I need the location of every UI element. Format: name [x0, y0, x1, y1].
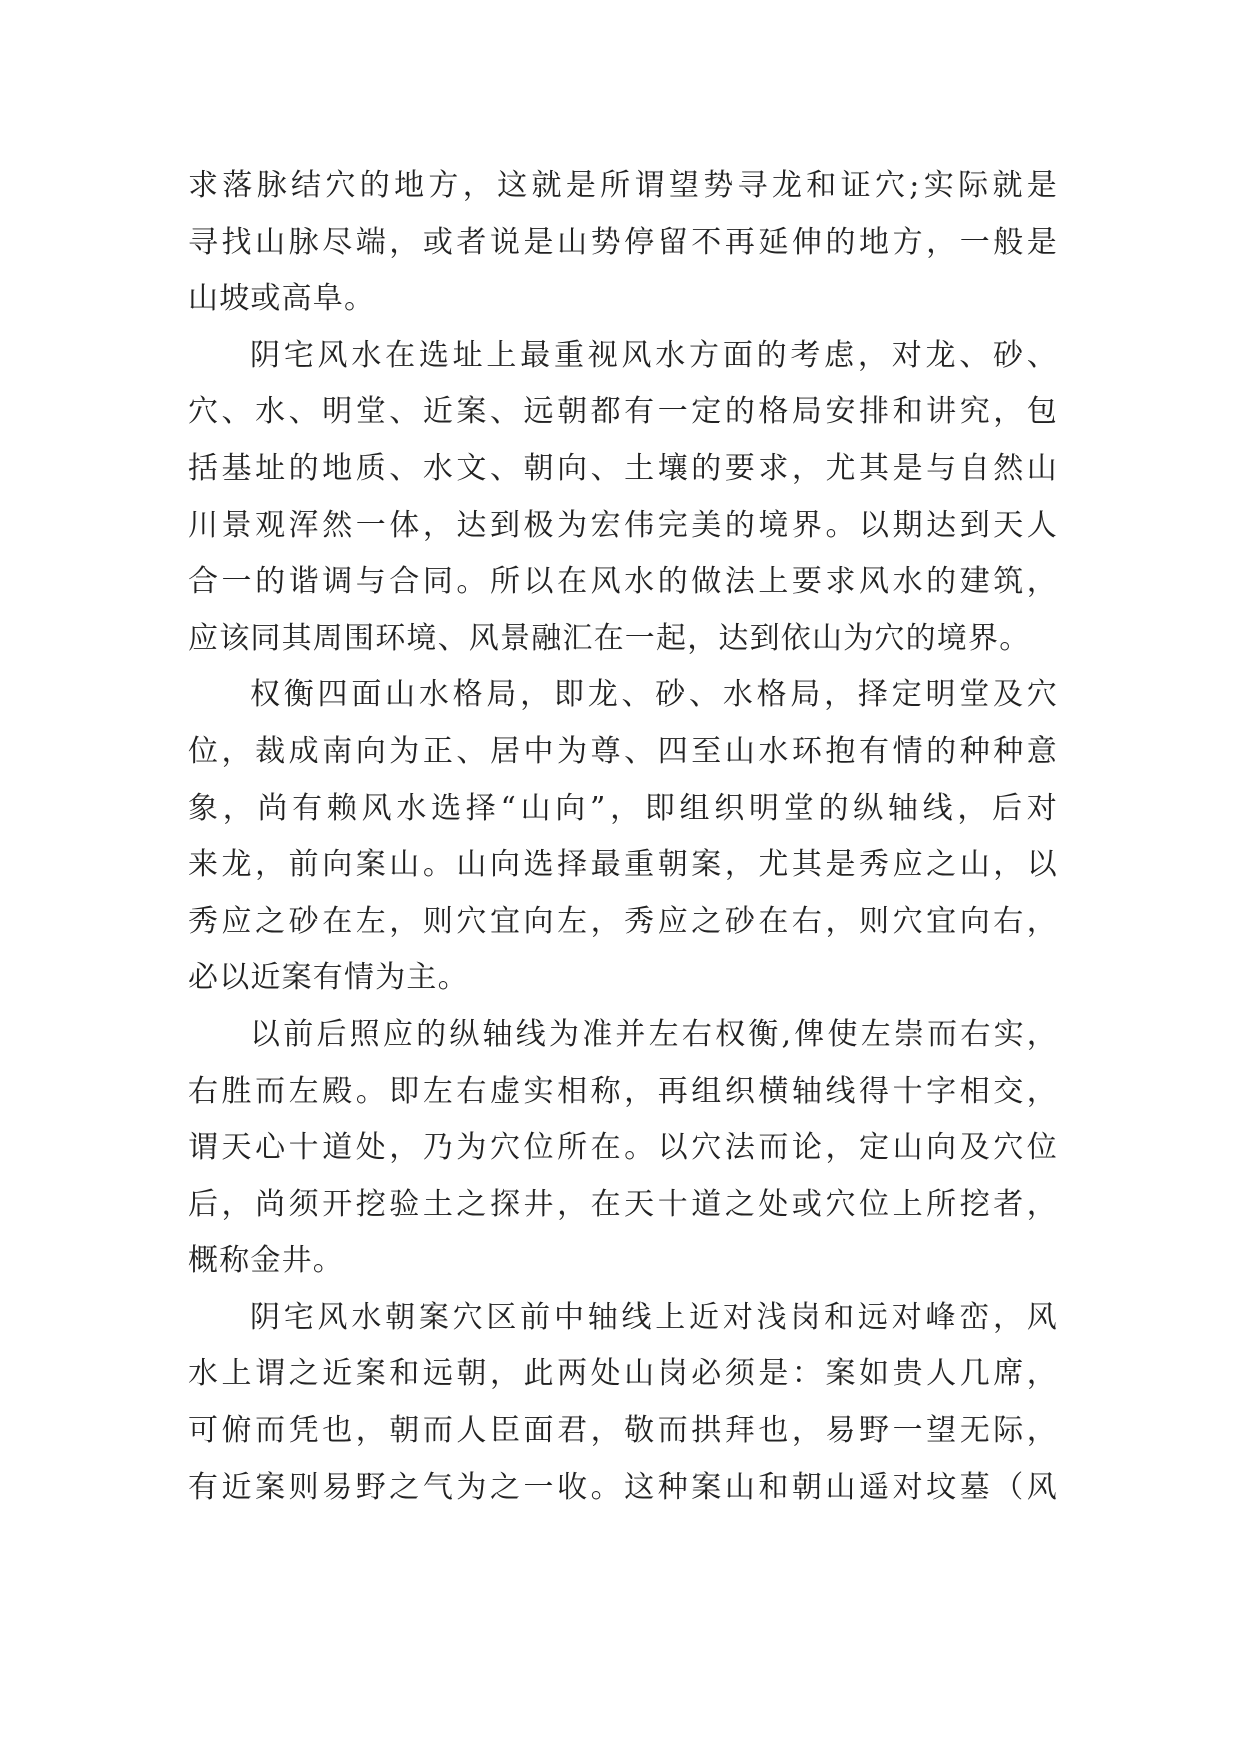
text-line: 位，裁成南向为正、居中为尊、四至山水环抱有情的种种意 [188, 733, 1058, 769]
text-line: 阴宅风水朝案穴区前中轴线上近对浅岗和远对峰峦，风 [250, 1299, 1058, 1335]
text-line: 括基址的地质、水文、朝向、土壤的要求，尤其是与自然山 [188, 450, 1058, 486]
paragraph [188, 1290, 1058, 1516]
text-line: 山坡或高阜。 [188, 281, 376, 317]
text-line: 寻找山脉尽端，或者说是山势停留不再延伸的地方，一般是 [188, 224, 1058, 260]
text-line: 秀应之砂在左，则穴宜向左，秀应之砂在右，则穴宜向右， [188, 903, 1058, 939]
text-line: 右胜而左殿。即左右虚实相称，再组织横轴线得十字相交， [188, 1073, 1058, 1109]
text-line: 有近案则易野之气为之一收。这种案山和朝山遥对坟墓（风 [188, 1469, 1058, 1505]
document-body [188, 158, 1058, 1516]
text-line: 川景观浑然一体，达到极为宏伟完美的境界。以期达到天人 [188, 507, 1058, 543]
text-line: 应该同其周围环境、风景融汇在一起，达到依山为穴的境界。 [188, 620, 1031, 656]
text-line: 权衡四面山水格局，即龙、砂、水格局，择定明堂及穴 [250, 677, 1058, 713]
paragraph [188, 328, 1058, 668]
text-line: 概称金井。 [188, 1243, 344, 1279]
paragraph [188, 158, 1058, 328]
text-line: 以前后照应的纵轴线为准并左右权衡,俾使左崇而右实， [250, 1016, 1058, 1052]
text-line: 穴、水、明堂、近案、远朝都有一定的格局安排和讲究，包 [188, 394, 1058, 430]
text-line: 水上谓之近案和远朝，此两处山岗必须是：案如贵人几席， [188, 1356, 1058, 1392]
text-line: 必以近案有情为主。 [188, 960, 469, 996]
text-line: 阴宅风水在选址上最重视风水方面的考虑，对龙、砂、 [250, 337, 1058, 373]
text-line: 来龙，前向案山。山向选择最重朝案，尤其是秀应之山，以 [188, 847, 1058, 883]
text-line: 可俯而凭也，朝而人臣面君，敬而拱拜也，易野一望无际， [188, 1413, 1058, 1449]
text-line: 谓天心十道处，乃为穴位所在。以穴法而论，定山向及穴位 [188, 1130, 1058, 1166]
text-line: 后，尚须开挖验土之探井，在天十道之处或穴位上所挖者， [188, 1186, 1058, 1222]
text-line: 象，尚有赖风水选择“山向”，即组织明堂的纵轴线，后对 [188, 790, 1058, 826]
paragraph [188, 667, 1058, 1007]
text-line: 求落脉结穴的地方，这就是所谓望势寻龙和证穴;实际就是 [188, 168, 1058, 203]
text-line: 合一的谐调与合同。所以在风水的做法上要求风水的建筑， [188, 564, 1058, 600]
paragraph [188, 1007, 1058, 1290]
